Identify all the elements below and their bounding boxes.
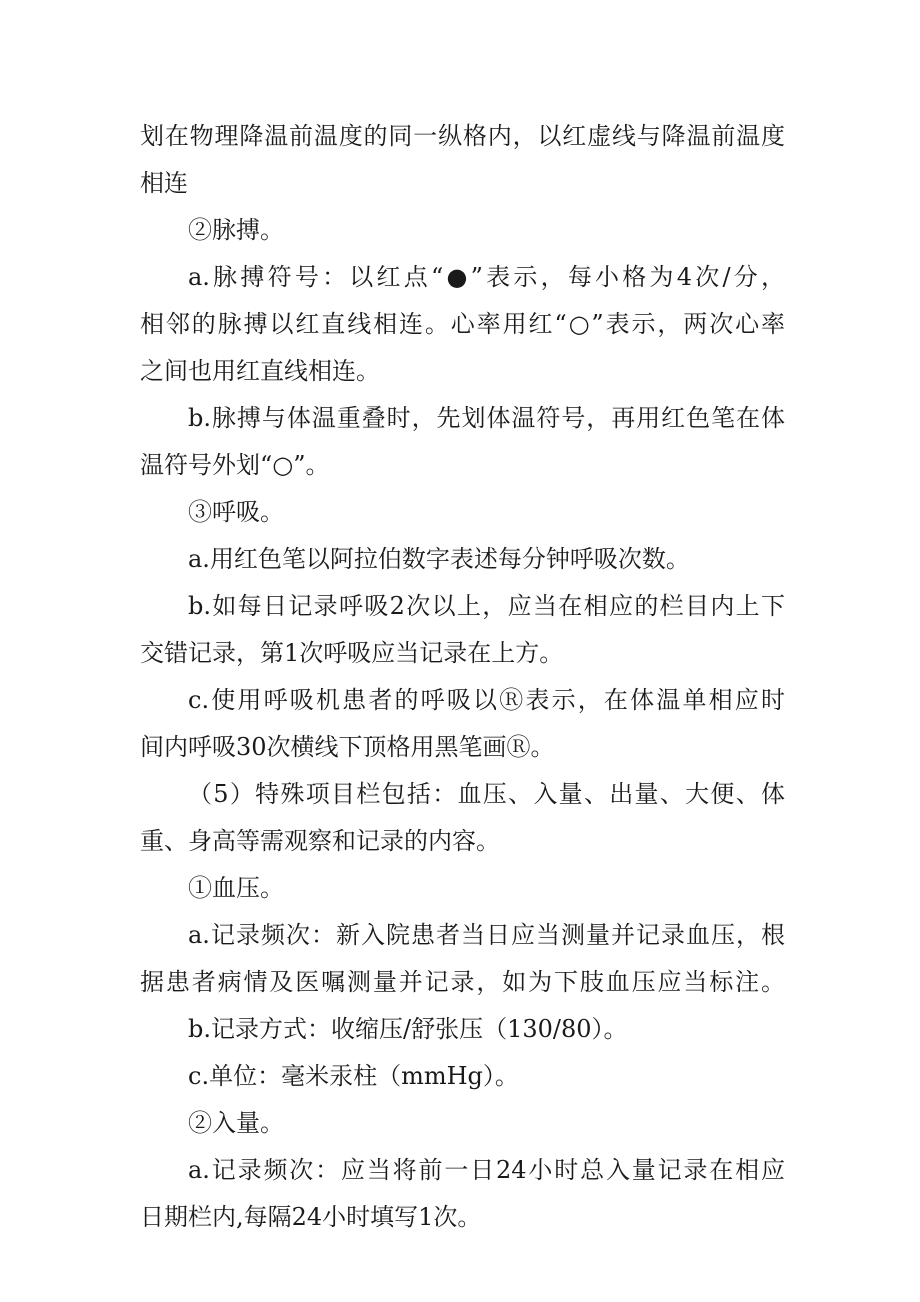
text-line: b.如每日记录呼吸2次以上，应当在相应的栏目内上下 bbox=[188, 592, 785, 620]
text-line: a.脉搏符号：以红点“●”表示，每小格为4次/分， bbox=[188, 263, 785, 291]
text-line: 之间也用红直线相连。 bbox=[140, 357, 380, 385]
text-line: 交错记录，第1次呼吸应当记录在上方。 bbox=[140, 639, 564, 667]
text-line: c.单位：毫米汞柱（mmHg）。 bbox=[188, 1062, 519, 1090]
text-line: 重、身高等需观察和记录的内容。 bbox=[140, 827, 500, 855]
text-line: a.记录频次：新入院患者当日应当测量并记录血压，根 bbox=[188, 921, 785, 949]
text-line: 据患者病情及医嘱测量并记录，如为下肢血压应当标注。 bbox=[140, 968, 785, 996]
section-heading-pulse: ②脉搏。 bbox=[188, 216, 284, 244]
section-heading-special-items: （5）特殊项目栏包括：血压、入量、出量、大便、体 bbox=[188, 780, 785, 808]
text-line: c.使用呼吸机患者的呼吸以Ⓡ表示，在体温单相应时 bbox=[188, 686, 785, 714]
text-line: 温符号外划“○”。 bbox=[140, 451, 330, 479]
text-line: a.用红色笔以阿拉伯数字表述每分钟呼吸次数。 bbox=[188, 545, 690, 573]
text-line: 相连 bbox=[140, 169, 188, 197]
text-line: 间内呼吸30次横线下顶格用黑笔画Ⓡ。 bbox=[140, 733, 555, 761]
section-heading-intake: ②入量。 bbox=[188, 1109, 284, 1137]
text-line: 相邻的脉搏以红直线相连。心率用红“○”表示，两次心率 bbox=[140, 310, 785, 338]
document-body bbox=[140, 113, 785, 1241]
section-heading-blood-pressure: ①血压。 bbox=[188, 874, 284, 902]
text-line: b.记录方式：收缩压/舒张压（130/80）。 bbox=[188, 1015, 628, 1043]
text-line: 日期栏内,每隔24小时填写1次。 bbox=[140, 1203, 482, 1231]
text-line: b.脉搏与体温重叠时，先划体温符号，再用红色笔在体 bbox=[188, 404, 785, 432]
text-line: a.记录频次：应当将前一日24小时总入量记录在相应 bbox=[188, 1156, 785, 1184]
text-line: 划在物理降温前温度的同一纵格内，以红虚线与降温前温度 bbox=[140, 122, 785, 150]
section-heading-respiration: ③呼吸。 bbox=[188, 498, 284, 526]
